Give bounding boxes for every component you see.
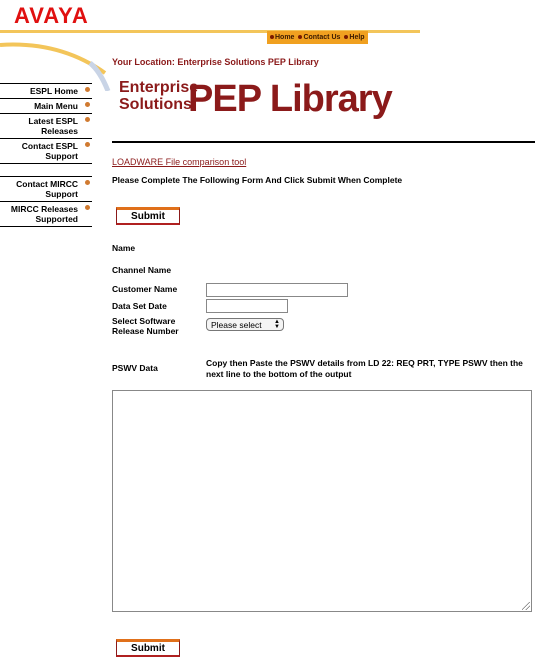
- avaya-logo[interactable]: AVAYA: [14, 3, 89, 28]
- topnav-home-link[interactable]: Home: [270, 34, 294, 41]
- sidebar-nav: [0, 83, 92, 227]
- submit-button-top[interactable]: Submit: [116, 207, 180, 225]
- bullet-icon: [85, 180, 90, 185]
- form-instructions: Please Complete The Following Form And Click Submit When Complete: [112, 175, 403, 185]
- bullet-icon: [85, 142, 90, 147]
- topnav-contact-link[interactable]: Contact Us: [298, 34, 340, 41]
- bullet-icon: [270, 35, 274, 39]
- sidebar-item-latest-releases[interactable]: Latest ESPL Releases: [0, 114, 92, 139]
- tool-link[interactable]: LOADWARE File comparison tool: [112, 157, 247, 167]
- bullet-icon: [85, 205, 90, 210]
- top-navigation: [267, 31, 368, 44]
- submit-button-bottom[interactable]: Submit: [116, 639, 180, 657]
- data-set-date-input[interactable]: [206, 299, 288, 313]
- breadcrumb: Your Location: Enterprise Solutions PEP Library: [112, 57, 319, 67]
- select-arrows-icon: ▲ ▼: [274, 319, 280, 330]
- sidebar-item-espl-home[interactable]: ESPL Home: [0, 83, 92, 99]
- sidebar-spacer: [0, 164, 92, 177]
- sidebar-item-contact-espl[interactable]: Contact ESPL Support: [0, 139, 92, 164]
- sidebar-item-main-menu[interactable]: Main Menu: [0, 99, 92, 114]
- release-number-select[interactable]: Please select ▲ ▼: [206, 318, 284, 331]
- title-divider: [112, 141, 535, 143]
- bullet-icon: [85, 117, 90, 122]
- sidebar-item-mircc-releases[interactable]: MIRCC Releases Supported: [0, 202, 92, 227]
- resize-grip-icon[interactable]: [522, 602, 530, 610]
- channel-name-label: Channel Name: [112, 265, 172, 275]
- release-number-label: Select Software Release Number: [112, 316, 179, 336]
- bullet-icon: [85, 102, 90, 107]
- bullet-icon: [344, 35, 348, 39]
- pswv-data-textarea[interactable]: [112, 390, 532, 612]
- customer-name-label: Customer Name: [112, 284, 178, 294]
- brand-subtitle: Enterprise Solutions: [119, 79, 199, 113]
- customer-name-input[interactable]: [206, 283, 348, 297]
- sidebar-item-contact-mircc[interactable]: Contact MIRCC Support: [0, 177, 92, 202]
- page-title: PEP Library: [188, 78, 392, 120]
- bullet-icon: [298, 35, 302, 39]
- pswv-data-label: PSWV Data: [112, 363, 158, 373]
- name-label: Name: [112, 243, 136, 253]
- topnav-help-link[interactable]: Help: [344, 34, 364, 41]
- bullet-icon: [85, 87, 90, 92]
- pswv-instructions: Copy then Paste the PSWV details from LD 22: REQ PRT, TYPE PSWV then the next line to the bottom of the output: [206, 358, 523, 379]
- data-set-date-label: Data Set Date: [112, 301, 167, 311]
